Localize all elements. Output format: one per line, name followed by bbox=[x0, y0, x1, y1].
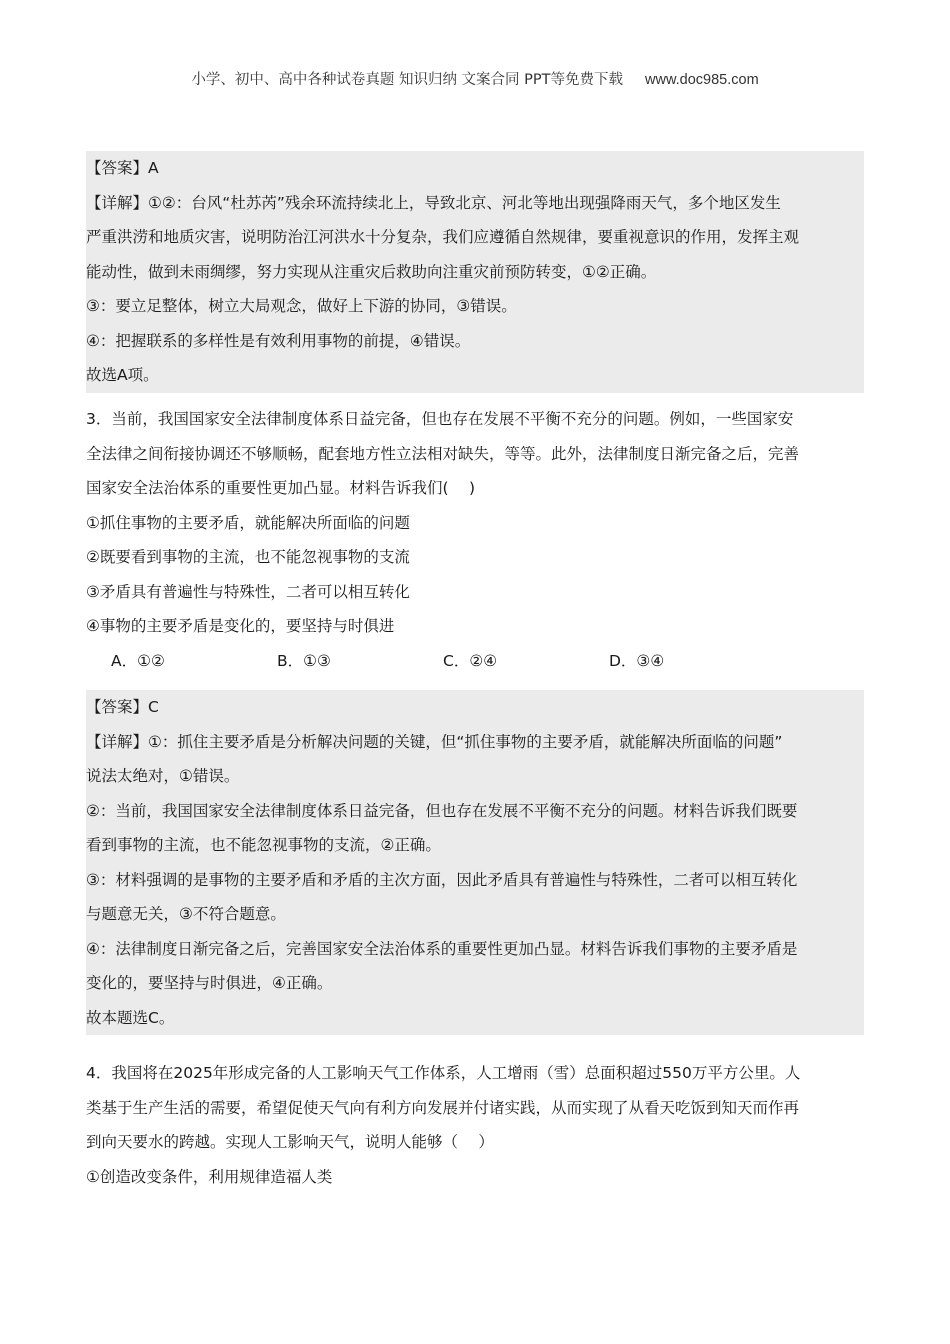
explanation-line: 【详解】①：抓住主要矛盾是分析解决问题的关键，但“抓住事物的主要矛盾，就能解决所面临的问题” bbox=[86, 732, 783, 751]
option-b: B．①③ bbox=[277, 651, 331, 670]
explanation-line: 【详解】①②：台风“杜苏芮”残余环流持续北上，导致北京、河北等地出现强降雨天气，多个地区发生 bbox=[86, 193, 781, 212]
option-a: A．①② bbox=[111, 651, 165, 670]
question-stem-line: 类基于生产生活的需要，希望促使天气向有利方向发展并付诸实践，从而实现了从看天吃饭到知天而作再 bbox=[86, 1098, 800, 1117]
answer-options bbox=[86, 644, 864, 679]
answer-line: 【答案】A bbox=[86, 159, 159, 177]
explanation-line: ③：材料强调的是事物的主要矛盾和矛盾的主次方面，因此矛盾具有普遍性与特殊性，二者可以相互转化 bbox=[86, 870, 798, 889]
question-stem-line: 国家安全法治体系的重要性更加凸显。材料告诉我们( ) bbox=[86, 479, 476, 497]
option-c: C．②④ bbox=[443, 651, 498, 670]
explanation-line: ④：法律制度日渐完备之后，完善国家安全法治体系的重要性更加凸显。材料告诉我们事物的主要矛盾是 bbox=[86, 939, 798, 958]
statement-item: ①抓住事物的主要矛盾，就能解决所面临的问题 bbox=[86, 513, 410, 532]
explanation-line: 严重洪涝和地质灾害，说明防治江河洪水十分复杂，我们应遵循自然规律，要重视意识的作用，发挥主观 bbox=[86, 228, 800, 246]
statement-item: ③矛盾具有普遍性与特殊性，二者可以相互转化 bbox=[86, 582, 410, 601]
question-stem-line: 3．当前，我国国家安全法律制度体系日益完备，但也存在发展不平衡不充分的问题。例如，一些国家安 bbox=[86, 410, 794, 428]
explanation-line: 看到事物的主流，也不能忽视事物的支流，②正确。 bbox=[86, 836, 441, 854]
header-text: 小学、初中、高中各种试卷真题 知识归纳 文案合同 PPT等免费下载 bbox=[191, 72, 624, 88]
question-stem-line: 到向天要水的跨越。实现人工影响天气，说明人能够（ ） bbox=[86, 1133, 494, 1151]
header-site-link[interactable]: www.doc985.com bbox=[645, 72, 759, 88]
question-stem-line: 全法律之间衔接协调还不够顺畅，配套地方性立法相对缺失，等等。此外，法律制度日渐完备之后，完善 bbox=[86, 444, 800, 463]
answer-block-3 bbox=[86, 690, 864, 1035]
explanation-line: 能动性，做到未雨绸缪，努力实现从注重灾后救助向注重灾前预防转变，①②正确。 bbox=[86, 262, 657, 281]
explanation-line: ③：要立足整体，树立大局观念，做好上下游的协同，③错误。 bbox=[86, 297, 517, 315]
option-d: D．③④ bbox=[609, 651, 665, 670]
explanation-line: 与题意无关，③不符合题意。 bbox=[86, 905, 286, 923]
statement-item: ②既要看到事物的主流，也不能忽视事物的支流 bbox=[86, 548, 410, 566]
statement-item: ①创造改变条件，利用规律造福人类 bbox=[86, 1167, 333, 1186]
answer-line: 【答案】C bbox=[86, 698, 159, 716]
explanation-line: 说法太绝对，①错误。 bbox=[86, 767, 240, 785]
explanation-line: ②：当前，我国国家安全法律制度体系日益完备，但也存在发展不平衡不充分的问题。材料告诉我们既要 bbox=[86, 801, 798, 820]
question-4 bbox=[86, 1056, 864, 1194]
explanation-line: 变化的，要坚持与时俱进，④正确。 bbox=[86, 974, 333, 992]
statement-item: ④事物的主要矛盾是变化的，要坚持与时俱进 bbox=[86, 617, 395, 635]
answer-block-2 bbox=[86, 151, 864, 393]
explanation-line: ④：把握联系的多样性是有效利用事物的前提，④错误。 bbox=[86, 331, 471, 350]
page-header bbox=[0, 68, 950, 89]
question-stem-line: 4．我国将在2025年形成完备的人工影响天气工作体系，人工增雨（雪）总面积超过550万平方公里。人 bbox=[86, 1064, 801, 1082]
explanation-line: 故选A项。 bbox=[86, 366, 159, 384]
question-3 bbox=[86, 402, 864, 678]
explanation-line: 故本题选C。 bbox=[86, 1008, 175, 1027]
